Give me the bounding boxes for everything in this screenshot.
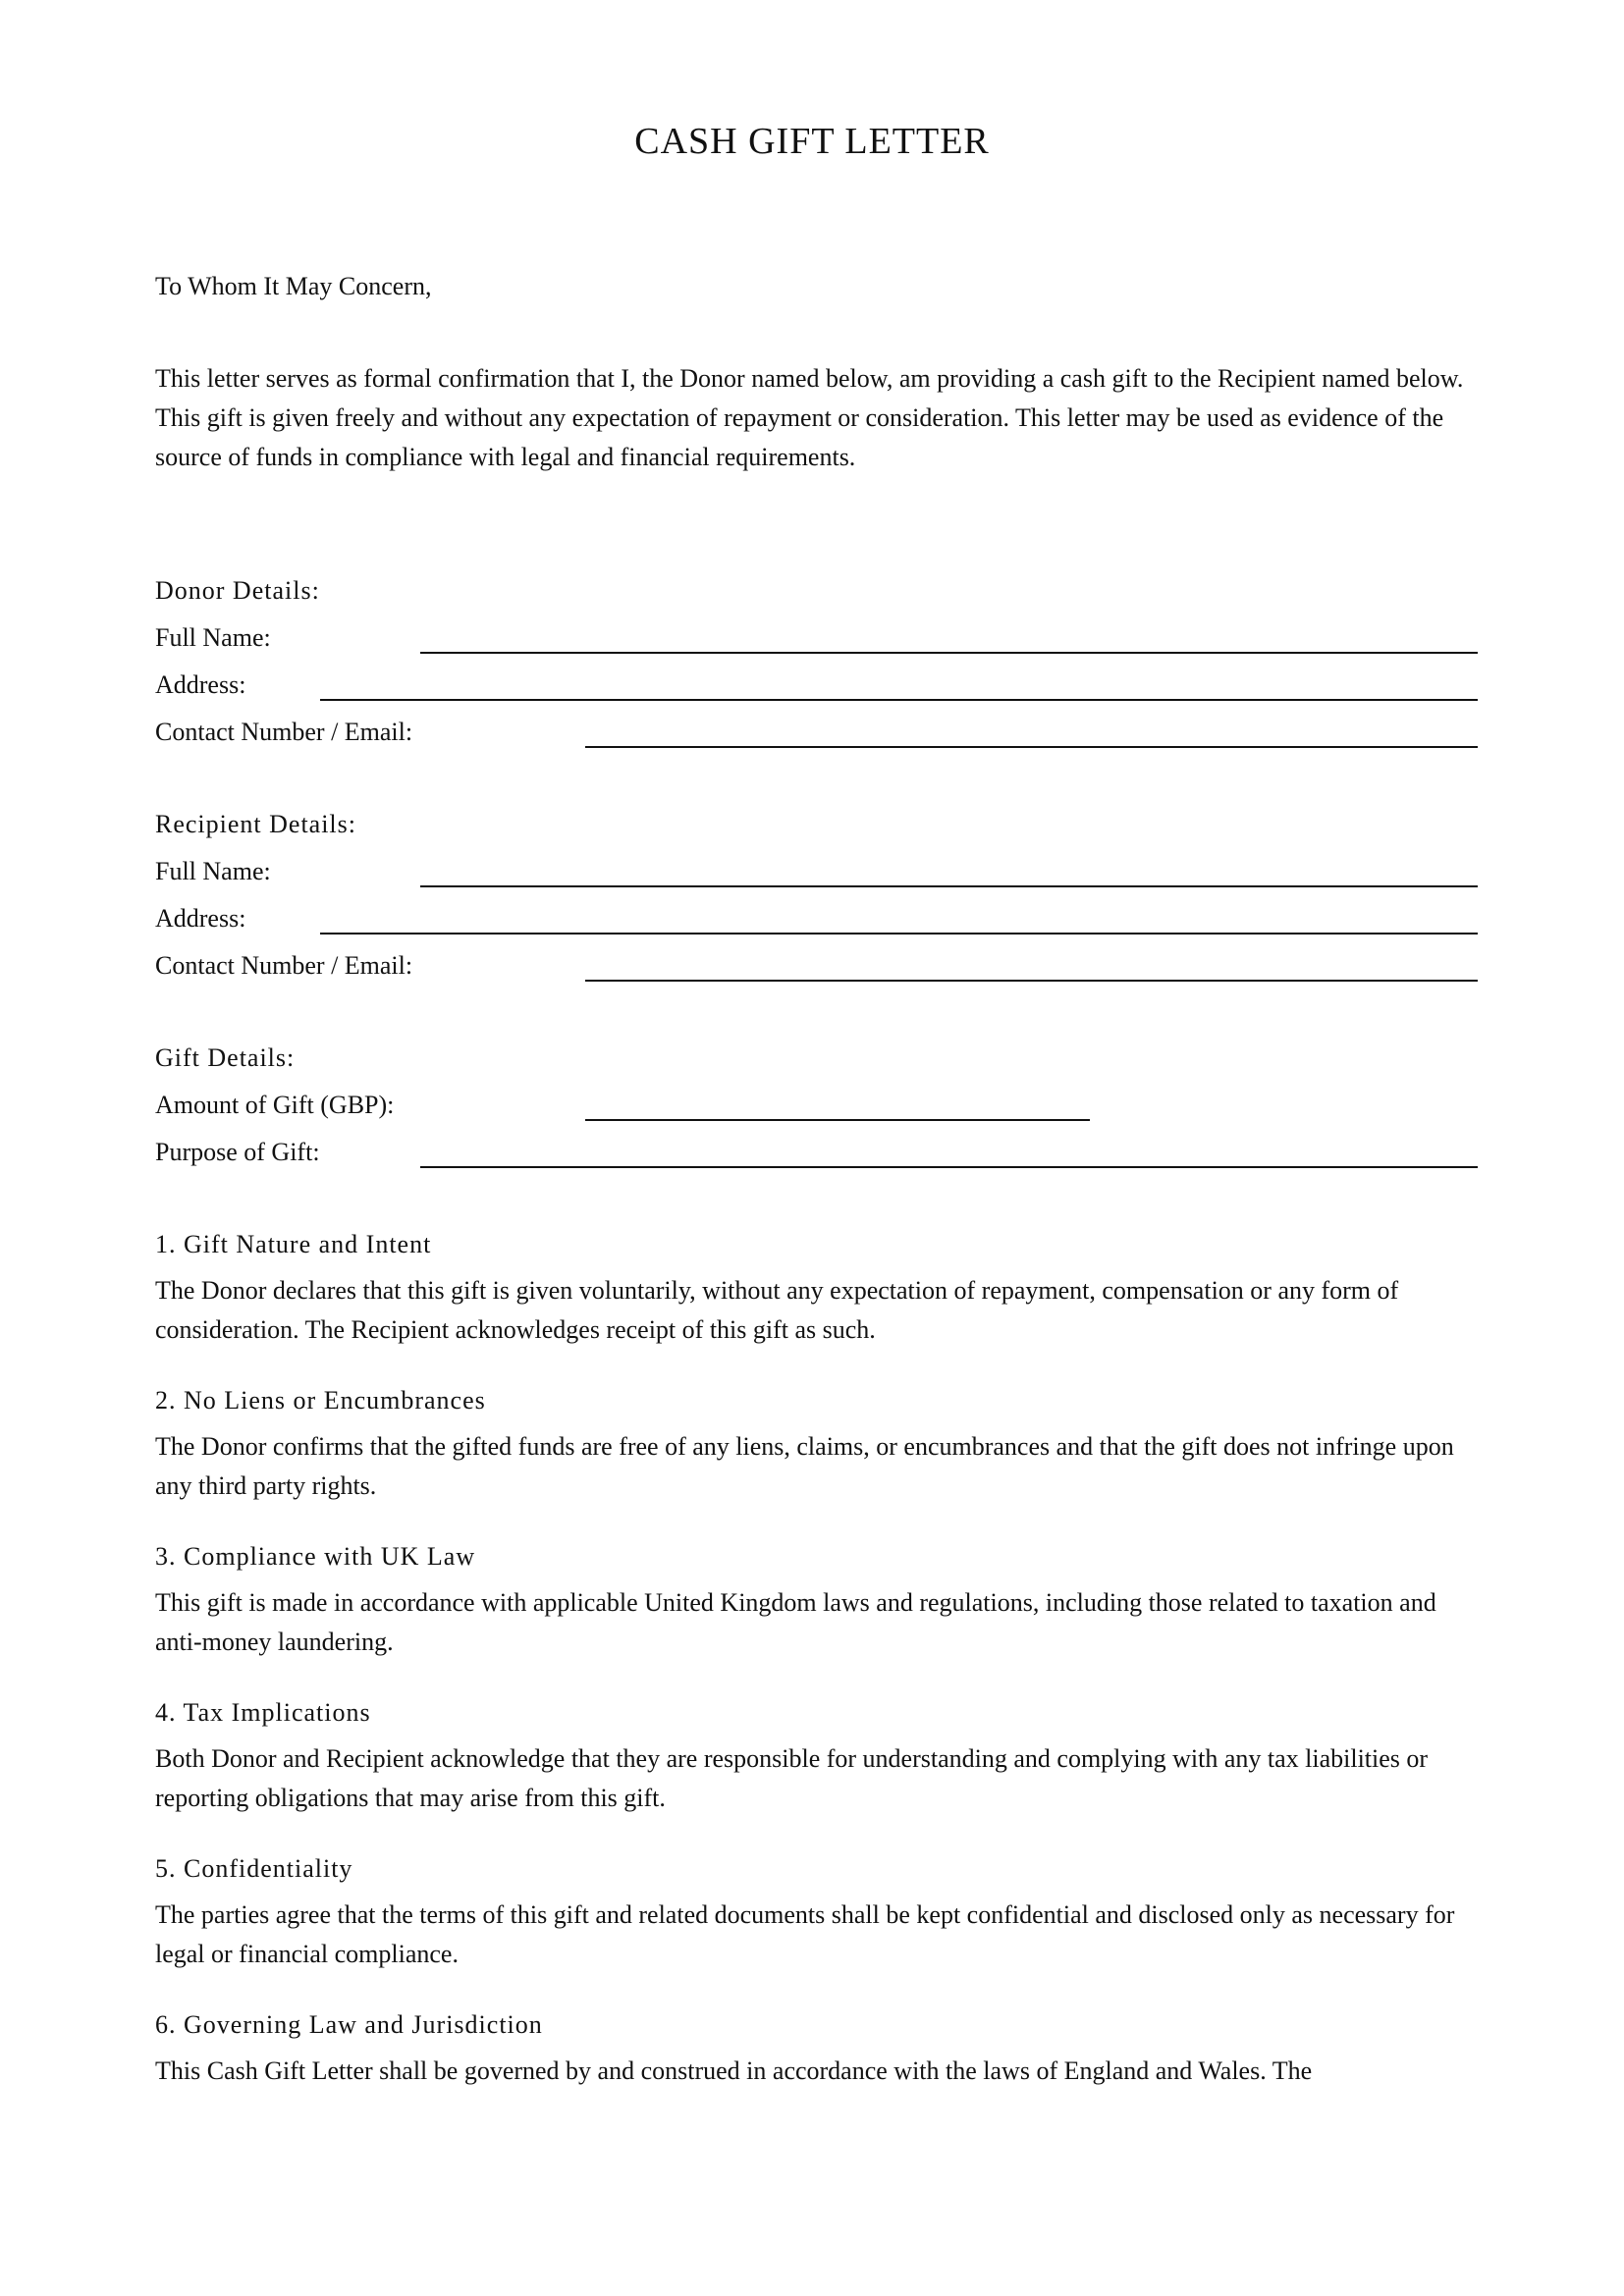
gift-details-heading: Gift Details: [155,1043,296,1072]
gift-purpose-field[interactable] [420,1166,1478,1168]
section-heading: 2. No Liens or Encumbrances [155,1386,486,1415]
donor-address-label: Address: [155,670,246,699]
donor-full-name-label: Full Name: [155,623,271,652]
section-body: This Cash Gift Letter shall be governed by and construed in accordance with the laws of England and Wales. The [155,2056,1313,2085]
recipient-full-name-field[interactable] [420,885,1478,887]
section-heading: 6. Governing Law and Jurisdiction [155,2010,543,2039]
recipient-contact-label: Contact Number / Email: [155,951,413,980]
donor-address-field[interactable] [320,699,1478,701]
recipient-address-field[interactable] [320,933,1478,934]
section-heading: 1. Gift Nature and Intent [155,1230,432,1258]
section-body: The Donor declares that this gift is given voluntarily, without any expectation of repayment, compensation or any form of consideration. The Recipient acknowledges receipt of this gift as such. [155,1276,1399,1344]
section-heading: 5. Confidentiality [155,1854,353,1883]
gift-amount-field[interactable] [585,1119,1090,1121]
section-heading: 3. Compliance with UK Law [155,1542,476,1571]
section-body: Both Donor and Recipient acknowledge that they are responsible for understanding and complying with any tax liabilities or reporting obligations that may arise from this gift. [155,1744,1429,1812]
section-body: The parties agree that the terms of this gift and related documents shall be kept confidential and disclosed only as necessary for legal or financial compliance. [155,1900,1455,1968]
intro-paragraph: This letter serves as formal confirmation that I, the Donor named below, am providing a cash gift to the Recipient named below. This gift is given freely and without any expectation of repayment or consideration. This letter may be used as evidence of the source of funds in compliance with legal and financial requirements. [155,364,1464,471]
gift-amount-label: Amount of Gift (GBP): [155,1091,395,1119]
donor-full-name-field[interactable] [420,652,1478,654]
donor-contact-field[interactable] [585,746,1478,748]
donor-details-heading: Donor Details: [155,576,320,605]
section-body: The Donor confirms that the gifted funds are free of any liens, claims, or encumbrances and that the gift does not infringe upon any third party rights. [155,1432,1454,1500]
gift-purpose-label: Purpose of Gift: [155,1138,320,1166]
recipient-full-name-label: Full Name: [155,857,271,885]
recipient-contact-field[interactable] [585,980,1478,982]
recipient-details-heading: Recipient Details: [155,810,357,838]
recipient-address-label: Address: [155,904,246,933]
document-title: CASH GIFT LETTER [634,121,990,162]
section-body: This gift is made in accordance with applicable United Kingdom laws and regulations, including those related to taxation and anti-money laundering. [155,1588,1436,1656]
section-heading: 4. Tax Implications [155,1698,371,1727]
salutation: To Whom It May Concern, [155,272,432,300]
donor-contact-label: Contact Number / Email: [155,718,413,746]
